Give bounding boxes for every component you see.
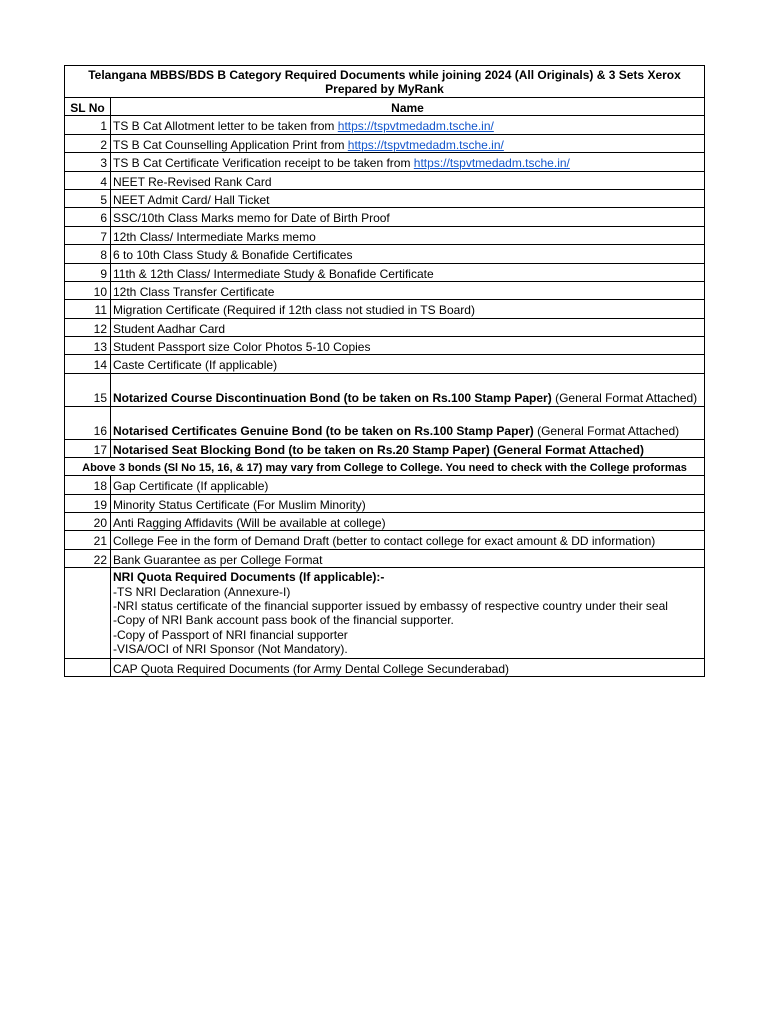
row-label: Gap Certificate (If applicable) [113,479,269,494]
table-row [65,153,705,171]
table-row [65,263,705,281]
row-number: 1 [65,116,111,134]
row-label: NEET Admit Card/ Hall Ticket [113,192,270,207]
table-row [65,494,705,512]
row-text [111,494,705,512]
bond-title: Notarised Seat Blocking Bond (to be taken on Rs.20 Stamp Paper) (General Format Attached) [113,442,644,457]
title-line-2: Prepared by MyRank [325,82,444,97]
row-number: 8 [65,245,111,263]
row-text [111,245,705,263]
table-row [65,318,705,336]
row-label: 6 to 10th Class Study & Bonafide Certificates [113,248,353,263]
row-number: 20 [65,513,111,531]
table-row [65,171,705,189]
row-label: SSC/10th Class Marks memo for Date of Birth Proof [113,211,390,226]
table-row [65,134,705,152]
nri-item: -TS NRI Declaration (Annexure-I) [113,584,291,599]
row-number: 6 [65,208,111,226]
nri-item: -Copy of NRI Bank account pass book of the financial supporter. [113,613,454,628]
row-text [111,281,705,299]
row-number: 10 [65,281,111,299]
row-text [111,208,705,226]
document-link[interactable]: https://tspvtmedadm.tsche.in/ [337,119,494,134]
bond-note: (General Format Attached) [533,424,680,439]
table-row [65,245,705,263]
row-label: 12th Class/ Intermediate Marks memo [113,229,316,244]
row-number: 2 [65,134,111,152]
title-line-1: Telangana MBBS/BDS B Category Required Documents while joining 2024 (All Originals) & 3 Sets Xerox [88,68,681,82]
row-label: Student Aadhar Card [113,321,226,336]
row-number: 22 [65,549,111,567]
documents-table [64,65,705,677]
row-number: 3 [65,153,111,171]
row-text [111,531,705,549]
table-row [65,281,705,299]
row-label: Minority Status Certificate (For Muslim Minority) [113,497,366,512]
row-text [111,549,705,567]
row-number: 13 [65,337,111,355]
bond-note: (General Format Attached) [551,391,698,406]
row-text [111,300,705,318]
table-row [65,226,705,244]
row-label: TS B Cat Allotment letter to be taken from [113,119,338,134]
row-label: TS B Cat Counselling Application Print from [113,137,348,152]
title-row [65,66,705,98]
header-name: Name [111,98,705,116]
header-row [65,98,705,116]
bonds-note-row [65,458,705,476]
row-number: 4 [65,171,111,189]
table-row [65,208,705,226]
table-row [65,355,705,373]
row-text [111,171,705,189]
row-label: NEET Re-Revised Rank Card [113,174,272,189]
row-number: 9 [65,263,111,281]
row-text [111,355,705,373]
table-row [65,439,705,457]
row-text [111,476,705,494]
document-link[interactable]: https://tspvtmedadm.tsche.in/ [413,156,570,171]
row-text [111,373,705,406]
nri-documents [111,568,705,658]
row-number: 16 [65,406,111,439]
row-label: TS B Cat Certificate Verification receipt to be taken from [113,156,414,171]
row-text [111,337,705,355]
row-number: 14 [65,355,111,373]
table-row [65,513,705,531]
row-text [111,513,705,531]
nri-item: -VISA/OCI of NRI Sponsor (Not Mandatory). [113,642,348,657]
row-label: 12th Class Transfer Certificate [113,284,275,299]
nri-item: -NRI status certificate of the financial supporter issued by embassy of respective country under their seal [113,599,668,614]
row-text [111,189,705,207]
row-text [111,406,705,439]
row-label: Caste Certificate (If applicable) [113,358,278,373]
row-number: 7 [65,226,111,244]
table-row [65,337,705,355]
bonds-note: Above 3 bonds (Sl No 15, 16, & 17) may vary from College to College. You need to check with the College proformas [65,458,705,476]
cap-documents: CAP Quota Required Documents (for Army Dental College Secunderabad) [111,658,705,676]
row-number: 17 [65,439,111,457]
documents-sheet [64,65,704,677]
row-number [65,568,111,658]
row-text [111,318,705,336]
row-number: 21 [65,531,111,549]
table-row [65,531,705,549]
row-text [111,134,705,152]
row-text [111,153,705,171]
row-text [111,116,705,134]
table-row [65,189,705,207]
sheet-title [65,66,705,98]
row-label: Bank Guarantee as per College Format [113,552,323,567]
cap-row [65,658,705,676]
row-number: 19 [65,494,111,512]
row-number: 12 [65,318,111,336]
table-row [65,476,705,494]
row-text [111,439,705,457]
row-number: 11 [65,300,111,318]
row-number: 18 [65,476,111,494]
row-label: 11th & 12th Class/ Intermediate Study & Bonafide Certificate [113,266,434,281]
table-row [65,406,705,439]
table-row [65,300,705,318]
row-label: College Fee in the form of Demand Draft (better to contact college for exact amount & DD information) [113,534,656,549]
row-text [111,226,705,244]
table-row [65,373,705,406]
bond-title: Notarized Course Discontinuation Bond (to be taken on Rs.100 Stamp Paper) [113,391,552,406]
row-label: Anti Ragging Affidavits (Will be available at college) [113,516,386,531]
row-number [65,658,111,676]
nri-row [65,568,705,658]
row-number: 15 [65,373,111,406]
document-link[interactable]: https://tspvtmedadm.tsche.in/ [347,137,504,152]
table-row [65,549,705,567]
nri-heading: NRI Quota Required Documents (If applicable):- [113,570,385,585]
row-label: Student Passport size Color Photos 5-10 Copies [113,340,371,355]
bond-title: Notarised Certificates Genuine Bond (to be taken on Rs.100 Stamp Paper) [113,424,534,439]
table-row [65,116,705,134]
header-sl-no: SL No [65,98,111,116]
nri-item: -Copy of Passport of NRI financial supporter [113,627,348,642]
row-number: 5 [65,189,111,207]
row-label: Migration Certificate (Required if 12th class not studied in TS Board) [113,303,475,318]
row-text [111,263,705,281]
